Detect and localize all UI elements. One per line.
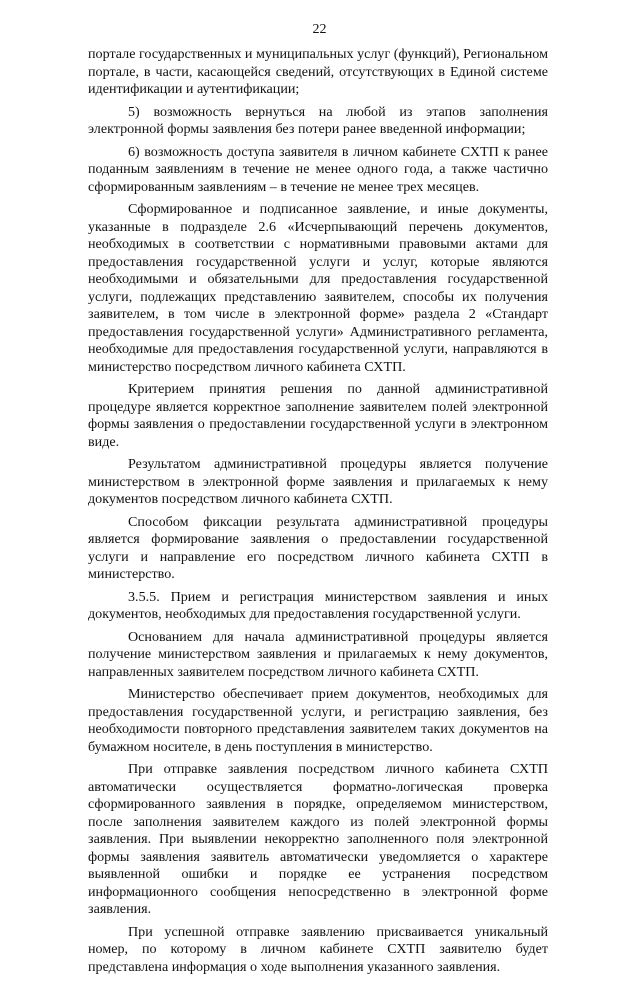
paragraph: Сформированное и подписанное заявление, и иные документы, указанные в подразделе 2.6 «Исчерпывающий перечень документов, необходимых в соответствии с нормативными правовыми актами для предоставления государственной услуги и услуг, которые являются необходимыми и обязательными для предоставления государственной услуги, подлежащих представлению заявителем, способы их получения заявителем, в том числе в электронной форме» раздела 2 «Стандарт предоставления государственной услуги» Административного регламента, необходимые для предоставления государственной услуги, направляются в министерство посредством личного кабинета СХТП. [88, 201, 548, 375]
paragraph: 6) возможность доступа заявителя в личном кабинете СХТП к ранее поданным заявлениям в течение не менее одного года, а также частично сформированным заявлениям – в течение не менее трех месяцев. [88, 143, 548, 195]
paragraph: порталe государственных и муниципальных услуг (функций), Региональном портале, в части, касающейся сведений, отсутствующих в Единой системе идентификации и аутентификации; [88, 46, 548, 97]
document-body [88, 46, 548, 981]
paragraph: 5) возможность вернуться на любой из этапов заполнения электронной формы заявления без потери ранее введенной информации; [88, 103, 548, 137]
paragraph: Способом фиксации результата административной процедуры является формирование заявления о предоставлении государственной услуги и направление его посредством личного кабинета СХТП в министерство. [88, 513, 548, 582]
paragraph: Результатом административной процедуры является получение министерством в электронной форме заявления и прилагаемых к нему документов посредством личного кабинета СХТП. [88, 456, 548, 507]
page-number: 22 [312, 22, 327, 37]
paragraph: 3.5.5. Прием и регистрация министерством заявления и иных документов, необходимых для предоставления государственной услуги. [88, 588, 548, 622]
paragraph: Основанием для начала административной процедуры является получение министерством заявления и прилагаемых к нему документов, направленных заявителем посредством личного кабинета СХТП. [88, 628, 548, 680]
paragraph: При отправке заявления посредством личного кабинета СХТП автоматически осуществляется форматно-логическая проверка сформированного заявления в порядке, определяемом министерством, после заполнения заявителем каждого из полей электронной формы заявления. При выявлении некорректно заполненного поля электронной формы заявления заявитель автоматически уведомляется о характере выявленной ошибки и порядке ее устранения посредством информационного сообщения непосредственно в электронной форме заявления. [88, 761, 548, 917]
paragraph: Министерство обеспечивает прием документов, необходимых для предоставления государственной услуги, и регистрацию заявления, без необходимости повторного представления заявителем таких документов на бумажном носителе, в день поступления в министерство. [88, 686, 548, 755]
paragraph: При успешной отправке заявлению присваивается уникальный номер, по которому в личном кабинете СХТП заявителю будет представлена информация о ходе выполнения указанного заявления. [88, 923, 548, 975]
paragraph: Критерием принятия решения по данной административной процедуре является корректное заполнение заявителем полей электронной формы заявления о предоставлении государственной услуги в электронном виде. [88, 381, 548, 450]
